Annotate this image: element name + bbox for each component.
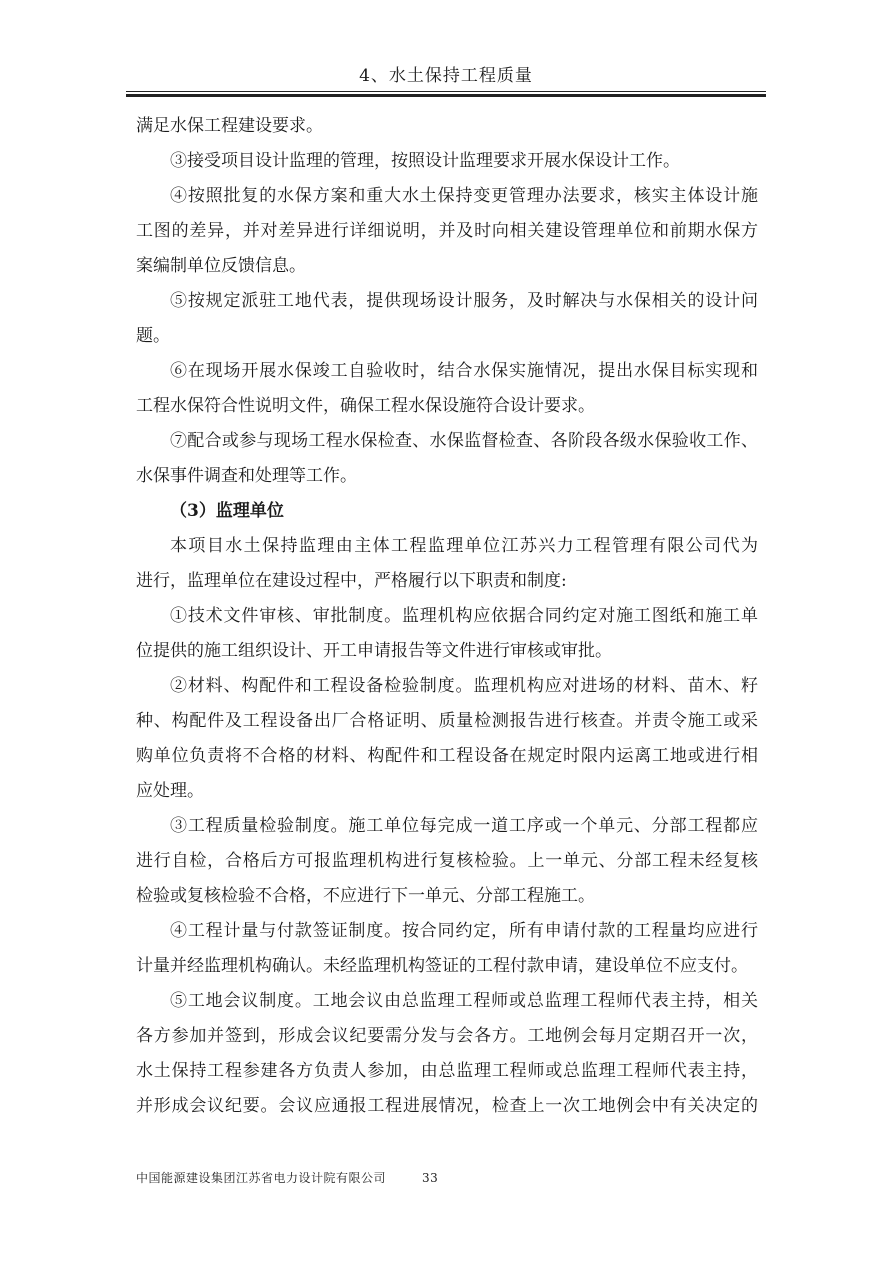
paragraph-line: 购单位负责将不合格的材料、构配件和工程设备在规定时限内运离工地或进行相 [136,746,758,766]
paragraph-line: 种、构配件及工程设备出厂合格证明、质量检测报告进行核查。并责令施工或采 [136,711,758,731]
paragraph-line: 水土保持工程参建各方负责人参加，由总监理工程师或总监理工程师代表主持， [136,1061,758,1081]
page-header-title: 4、水土保持工程质量 [359,66,533,86]
paragraph-line: ⑤工地会议制度。工地会议由总监理工程师或总监理工程师代表主持，相关 [170,991,758,1011]
paragraph-line: ③工程质量检验制度。施工单位每完成一道工序或一个单元、分部工程都应 [170,816,758,836]
page-footer [136,1170,438,1186]
paragraph-line: 进行自检，合格后方可报监理机构进行复核检验。上一单元、分部工程未经复核 [136,851,758,871]
paragraph-line: 本项目水土保持监理由主体工程监理单位江苏兴力工程管理有限公司代为 [170,536,758,556]
paragraph-line: 计量并经监理机构确认。未经监理机构签证的工程付款申请，建设单位不应支付。 [136,956,748,976]
paragraph-line: 进行，监理单位在建设过程中，严格履行以下职责和制度: [136,571,567,591]
paragraph-line: ④按照批复的水保方案和重大水土保持变更管理办法要求，核实主体设计施 [170,186,758,206]
header-rule-thick [126,94,766,97]
paragraph-line: 各方参加并签到，形成会议纪要需分发与会各方。工地例会每月定期召开一次， [136,1026,758,1046]
paragraph-line: ③接受项目设计监理的管理，按照设计监理要求开展水保设计工作。 [170,151,680,171]
paragraph-line: 检验或复核检验不合格，不应进行下一单元、分部工程施工。 [136,886,595,906]
paragraph-line: 应处理。 [136,781,204,801]
paragraph-line: 工程水保符合性说明文件，确保工程水保设施符合设计要求。 [136,396,595,416]
paragraph-line: 工图的差异，并对差异进行详细说明，并及时向相关建设管理单位和前期水保方 [136,221,758,241]
page-number: 33 [422,1171,439,1185]
paragraph-line: 题。 [136,326,170,346]
paragraph-line: ⑥在现场开展水保竣工自验收时，结合水保实施情况，提出水保目标实现和 [170,361,758,381]
document-body [136,109,758,1124]
paragraph-line: 并形成会议纪要。会议应通报工程进展情况，检查上一次工地例会中有关决定的 [136,1096,758,1116]
paragraph-line: 位提供的施工组织设计、开工申请报告等文件进行审核或审批。 [136,641,612,661]
paragraph-line: ⑤按规定派驻工地代表，提供现场设计服务，及时解决与水保相关的设计问 [170,291,758,311]
header-rule-thin [126,91,766,92]
section-heading: （3）监理单位 [170,501,284,521]
paragraph-line: 满足水保工程建设要求。 [136,116,323,136]
paragraph-line: ①技术文件审核、审批制度。监理机构应依据合同约定对施工图纸和施工单 [170,606,758,626]
paragraph-line: 水保事件调查和处理等工作。 [136,466,357,486]
paragraph-line: 案编制单位反馈信息。 [136,256,306,276]
paragraph-line: ②材料、构配件和工程设备检验制度。监理机构应对进场的材料、苗木、籽 [170,676,758,696]
paragraph-line: ④工程计量与付款签证制度。按合同约定，所有申请付款的工程量均应进行 [170,921,758,941]
footer-organization: 中国能源建设集团江苏省电力设计院有限公司 [136,1171,387,1185]
paragraph-line: ⑦配合或参与现场工程水保检查、水保监督检查、各阶段各级水保验收工作、 [170,431,758,451]
